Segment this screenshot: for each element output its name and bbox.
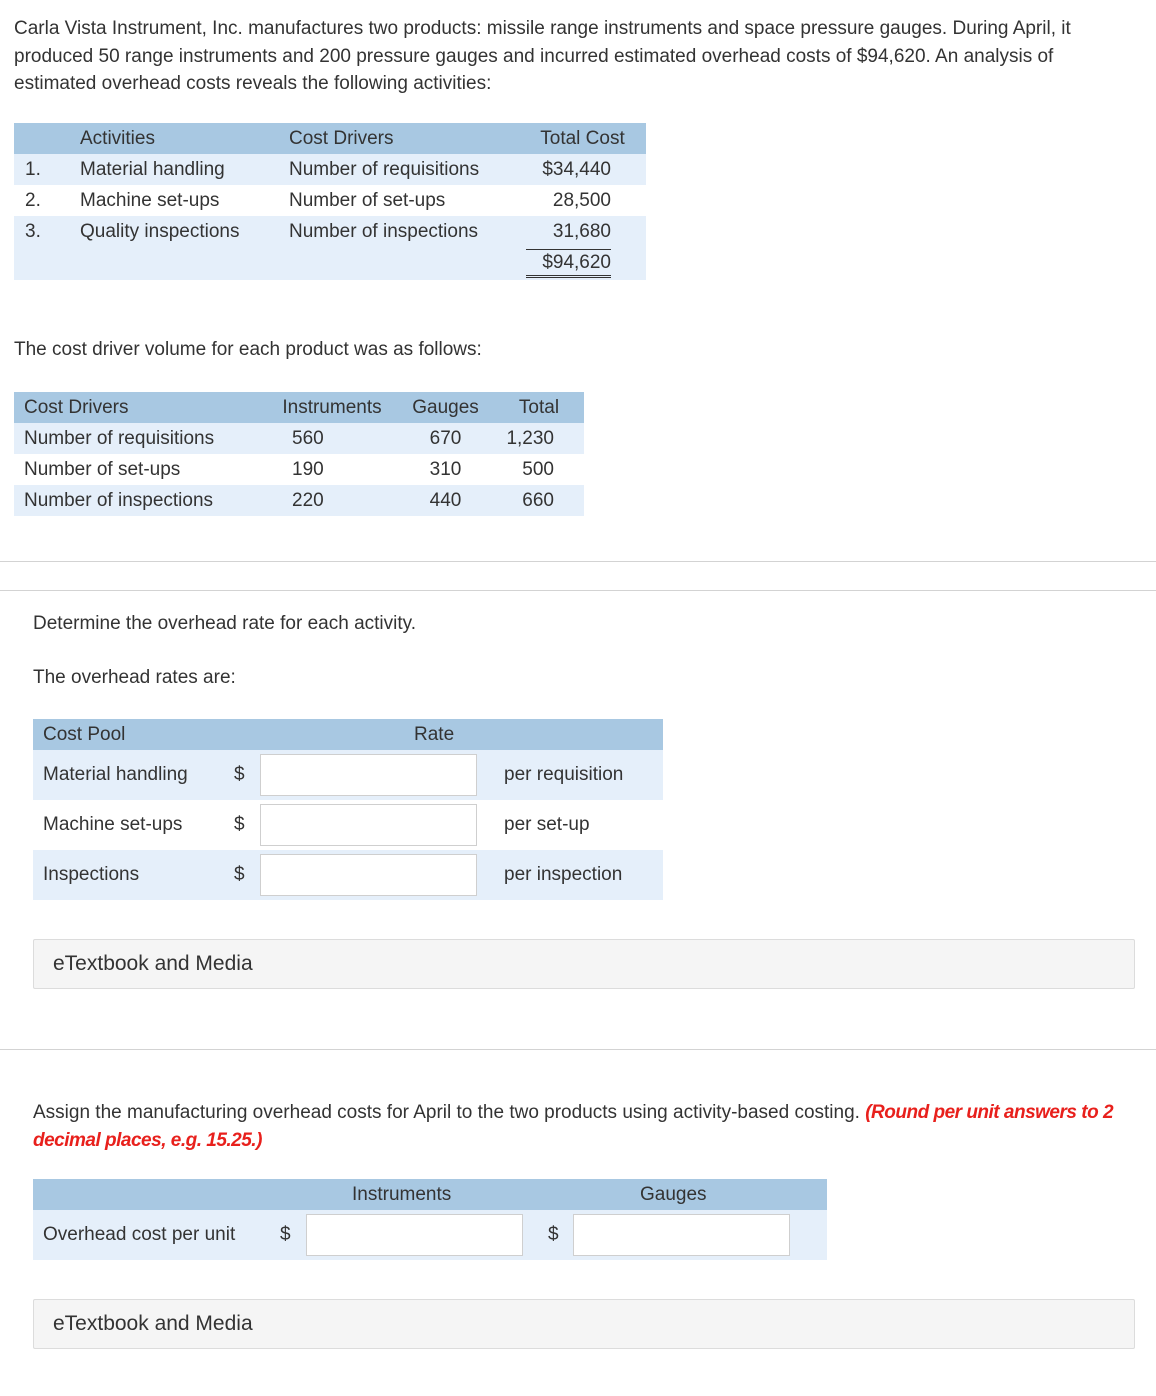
volume-driver: Number of inspections bbox=[24, 489, 214, 511]
volume-instruments: 190 bbox=[292, 458, 324, 480]
header-rate: Rate bbox=[414, 723, 455, 745]
rounding-note: (Round per unit answers to 2 decimal places, e.g. 15.25.) bbox=[33, 1102, 1114, 1151]
activity-name: Material handling bbox=[80, 158, 225, 180]
table-row bbox=[33, 800, 663, 850]
header-instruments: Instruments bbox=[282, 396, 382, 418]
etextbook-label: eTextbook and Media bbox=[53, 952, 253, 975]
cost-pool-label: Inspections bbox=[43, 864, 140, 885]
volume-total: 660 bbox=[522, 489, 554, 511]
currency-symbol: $ bbox=[234, 764, 245, 785]
activities-header-row bbox=[14, 123, 646, 154]
total-cost: $94,620 bbox=[526, 249, 611, 278]
activity-cost: $34,440 bbox=[542, 158, 611, 180]
volume-total: 500 bbox=[522, 458, 554, 480]
rate-unit: per set-up bbox=[504, 814, 590, 835]
divider bbox=[0, 590, 1156, 591]
volume-table bbox=[14, 392, 584, 516]
currency-symbol: $ bbox=[280, 1224, 291, 1245]
total-row bbox=[14, 247, 646, 280]
material-handling-rate-input[interactable] bbox=[260, 754, 477, 796]
volume-gauges: 310 bbox=[429, 458, 462, 480]
problem-intro: Carla Vista Instrument, Inc. manufactures two products: missile range instruments and space pressure gauges. During April, it produced 50 range instruments and 200 pressure gauges and incurred estimated overhead costs of $94,620. An analysis of estimated overhead costs reveals the following activities: bbox=[14, 18, 1071, 94]
gauges-overhead-input[interactable] bbox=[573, 1214, 790, 1256]
header-total-cost: Total Cost bbox=[540, 127, 625, 149]
volume-gauges: 440 bbox=[429, 489, 462, 511]
activity-name: Machine set-ups bbox=[80, 189, 220, 211]
row-number: 1. bbox=[25, 158, 41, 180]
instruments-overhead-input[interactable] bbox=[306, 1214, 523, 1256]
activity-name: Quality inspections bbox=[80, 220, 240, 242]
activities-table bbox=[14, 123, 646, 280]
etextbook-media-button[interactable] bbox=[33, 1299, 1135, 1349]
activity-driver: Number of inspections bbox=[289, 220, 479, 242]
volume-driver: Number of set-ups bbox=[24, 458, 181, 480]
header-cost-drivers: Cost Drivers bbox=[24, 396, 129, 418]
part2-question bbox=[33, 1099, 1143, 1154]
activity-driver: Number of set-ups bbox=[289, 189, 446, 211]
header-instruments: Instruments bbox=[352, 1184, 452, 1205]
table-row bbox=[14, 216, 646, 247]
header-cost-drivers: Cost Drivers bbox=[289, 127, 394, 149]
rate-unit: per requisition bbox=[504, 764, 624, 785]
divider bbox=[0, 561, 1156, 562]
header-total: Total bbox=[518, 396, 560, 418]
table-row bbox=[14, 154, 646, 185]
rate-unit: per inspection bbox=[504, 864, 623, 885]
table-row bbox=[14, 185, 646, 216]
activity-driver: Number of requisitions bbox=[289, 158, 480, 180]
table-row bbox=[14, 454, 584, 485]
overhead-per-unit-table bbox=[33, 1179, 827, 1260]
rates-header-row bbox=[33, 719, 663, 750]
currency-symbol: $ bbox=[234, 864, 245, 885]
row-number: 3. bbox=[25, 220, 41, 242]
etextbook-label: eTextbook and Media bbox=[53, 1312, 253, 1335]
volume-header-row bbox=[14, 392, 584, 423]
header-activities: Activities bbox=[80, 127, 155, 149]
volume-driver: Number of requisitions bbox=[24, 427, 215, 449]
activity-cost: 31,680 bbox=[552, 220, 611, 242]
header-cost-pool: Cost Pool bbox=[43, 723, 126, 745]
cost-pool-label: Machine set-ups bbox=[43, 814, 183, 835]
part2-question-text: Assign the manufacturing overhead costs for April to the two products using activity-based costing. bbox=[33, 1102, 860, 1123]
table-row bbox=[33, 1210, 827, 1260]
per-unit-header-row bbox=[33, 1179, 827, 1210]
currency-symbol: $ bbox=[234, 814, 245, 835]
volume-instruments: 220 bbox=[292, 489, 324, 511]
table-row bbox=[14, 485, 584, 516]
etextbook-media-button[interactable] bbox=[33, 939, 1135, 989]
volume-intro: The cost driver volume for each product was as follows: bbox=[14, 339, 482, 360]
header-gauges: Gauges bbox=[640, 1184, 707, 1205]
row-label: Overhead cost per unit bbox=[43, 1224, 236, 1245]
volume-total: 1,230 bbox=[506, 427, 554, 449]
volume-instruments: 560 bbox=[292, 427, 324, 449]
activity-cost: 28,500 bbox=[552, 189, 611, 211]
volume-gauges: 670 bbox=[429, 427, 462, 449]
table-row bbox=[33, 850, 663, 900]
inspections-rate-input[interactable] bbox=[260, 854, 477, 896]
part1-question: Determine the overhead rate for each activity. bbox=[33, 613, 417, 634]
machine-setups-rate-input[interactable] bbox=[260, 804, 477, 846]
cost-pool-label: Material handling bbox=[43, 764, 188, 785]
table-row bbox=[14, 423, 584, 454]
row-number: 2. bbox=[25, 189, 41, 211]
table-row bbox=[33, 750, 663, 800]
currency-symbol: $ bbox=[548, 1224, 559, 1245]
part1-prompt: The overhead rates are: bbox=[33, 667, 236, 688]
header-gauges: Gauges bbox=[412, 396, 479, 418]
divider bbox=[0, 1049, 1156, 1050]
